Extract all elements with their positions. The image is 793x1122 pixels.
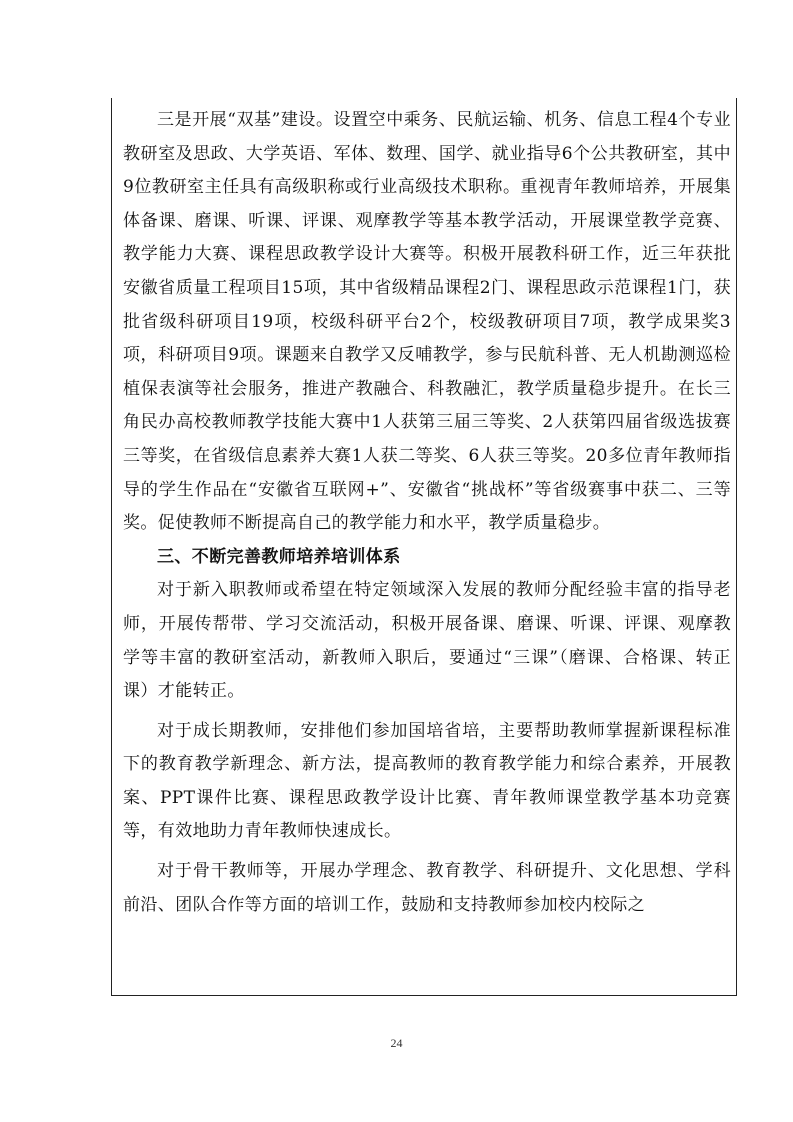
section-heading: 三、不断完善教师培养培训体系 — [157, 546, 401, 567]
paragraph-dual-foundation: 三是开展“双基”建设。设置空中乘务、民航运输、机务、信息工程4个专业教研室及思政、大学英语、军体、数理、国学、就业指导6个公共教研室，其中9位教研室主任具有高级职称或行业高级技术职称。重视青年教师培养，开展集体备课、磨课、听课、评课、观摩教学等基本教学活动，开展课堂教学竞赛、教学能力大赛、课程思政教学设计大赛等。积极开展教科研工作，近三年获批安徽省质量工程项目15项，其中省级精品课程2门、课程思政示范课程1门，获批省级科研项目19项，校级科研平台2个，校级教研项目7项，教学成果奖3项，科研项目9项。课题来自教学又反哺教学，参与民航科普、无人机勘测巡检植保表演等社会服务，推进产教融合、科教融汇，教学质量稳步提升。在长三角民办高校教师教学技能大赛中1人获第三届三等奖、2人获第四届省级选拔赛三等奖，在省级信息素养大赛1人获二等奖、6人获三等奖。20多位青年教师指导的学生作品在“安徽省互联网+”、安徽省“挑战杯”等省级赛事中获二、三等奖。促使教师不断提高自己的教学能力和水平，教学质量稳步。 — [123, 110, 731, 534]
paragraph-new-teachers: 对于新入职教师或希望在特定领域深入发展的教师分配经验丰富的指导老师，开展传帮带、学习交流活动，积极开展备课、磨课、听课、评课、观摩教学等丰富的教研室活动，新教师入职后，要通过“三课”（磨课、合格课、转正课）才能转正。 — [123, 580, 731, 702]
paragraph-backbone-teachers: 对于骨干教师等，开展办学理念、教育教学、科研提升、文化思想、学科前沿、团队合作等方面的培训工作，鼓励和支持教师参加校内校际之 — [123, 861, 731, 915]
page-number: 24 — [390, 1036, 403, 1050]
paragraph-growing-teachers: 对于成长期教师，安排他们参加国培省培，主要帮助教师掌握新课程标准下的教育教学新理念、新方法，提高教师的教育教学能力和综合素养，开展教案、PPT课件比赛、课程思政教学设计比赛、青年教师课堂教学基本功竞赛等，有效地助力青年教师快速成长。 — [123, 720, 731, 842]
document-body — [123, 104, 731, 922]
